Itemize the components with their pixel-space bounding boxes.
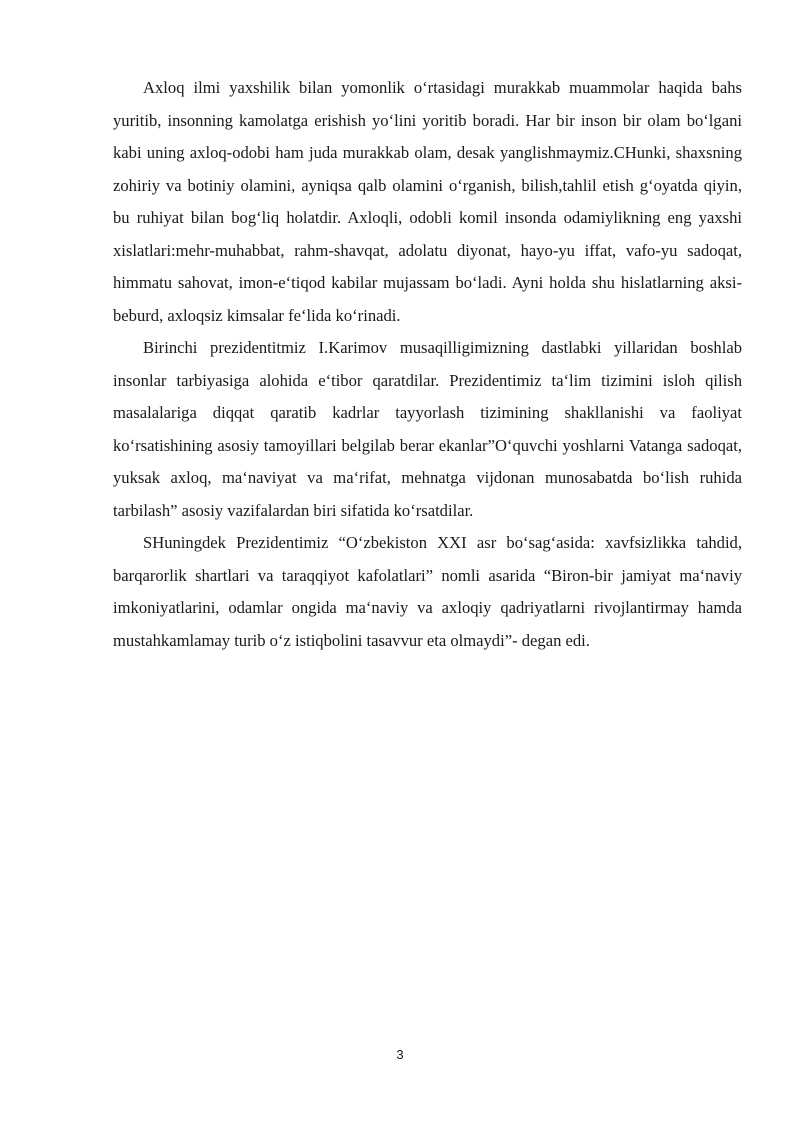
paragraph-2: Birinchi prezidentitmiz I.Karimov musaqilligimizning dastlabki yillaridan boshlab insonlar tarbiyasiga alohida e‘tibor qaratdilar. Prezidentimiz ta‘lim tizimini isloh qilish masalalariga diqqat qaratib kadrlar tayyorlash tizimining shakllanishi va faoliyat ko‘rsatishining asosiy tamoyillari belgilab berar ekanlar”O‘quvchi yoshlarni Vatanga sadoqat, yuksak axloq, ma‘naviyat va ma‘rifat, mehnatga vijdonan munosabatda bo‘lish ruhida tarbilash” asosiy vazifalardan biri sifatida ko‘rsatdilar. xyxy=(113,338,742,520)
page-number: 3 xyxy=(396,1047,404,1062)
paragraph-1: Axloq ilmi yaxshilik bilan yomonlik o‘rtasidagi murakkab muammolar haqida bahs yuritib, insonning kamolatga erishish yo‘lini yoritib boradi. Har bir inson bir olam bo‘lgani kabi uning axloq-odobi ham juda murakkab olam, desak yanglishmaymiz.CHunki, shaxsning zohiriy va botiniy olamini, ayniqsa qalb olamini o‘rganish, bilish,tahlil etish g‘oyatda qiyin, bu ruhiyat bilan bog‘liq holatdir. Axloqli, odobli komil insonda odamiylikning eng yaxshi xislatlari:mehr-muhabbat, rahm-shavqat, adolatu diyonat, hayo-yu iffat, vafo-yu sadoqat, himmatu sahovat, imon-e‘tiqod kabilar mujassam bo‘ladi. Ayni holda shu hislatlarning aksi-beburd, axloqsiz kimsalar fe‘lida ko‘rinadi. xyxy=(113,78,742,325)
document-page xyxy=(113,72,742,657)
paragraph-3: SHuningdek Prezidentimiz “O‘zbekiston XXI asr bo‘sag‘asida: xavfsizlikka tahdid, barqarorlik shartlari va taraqqiyot kafolatlari” nomli asarida “Biron-bir jamiyat ma‘naviy imkoniyatlarini, odamlar ongida ma‘naviy va axloqiy qadriyatlarni rivojlantirmay hamda mustahkamlamay turib o‘z istiqbolini tasavvur eta olmaydi”- degan edi. xyxy=(113,533,742,650)
